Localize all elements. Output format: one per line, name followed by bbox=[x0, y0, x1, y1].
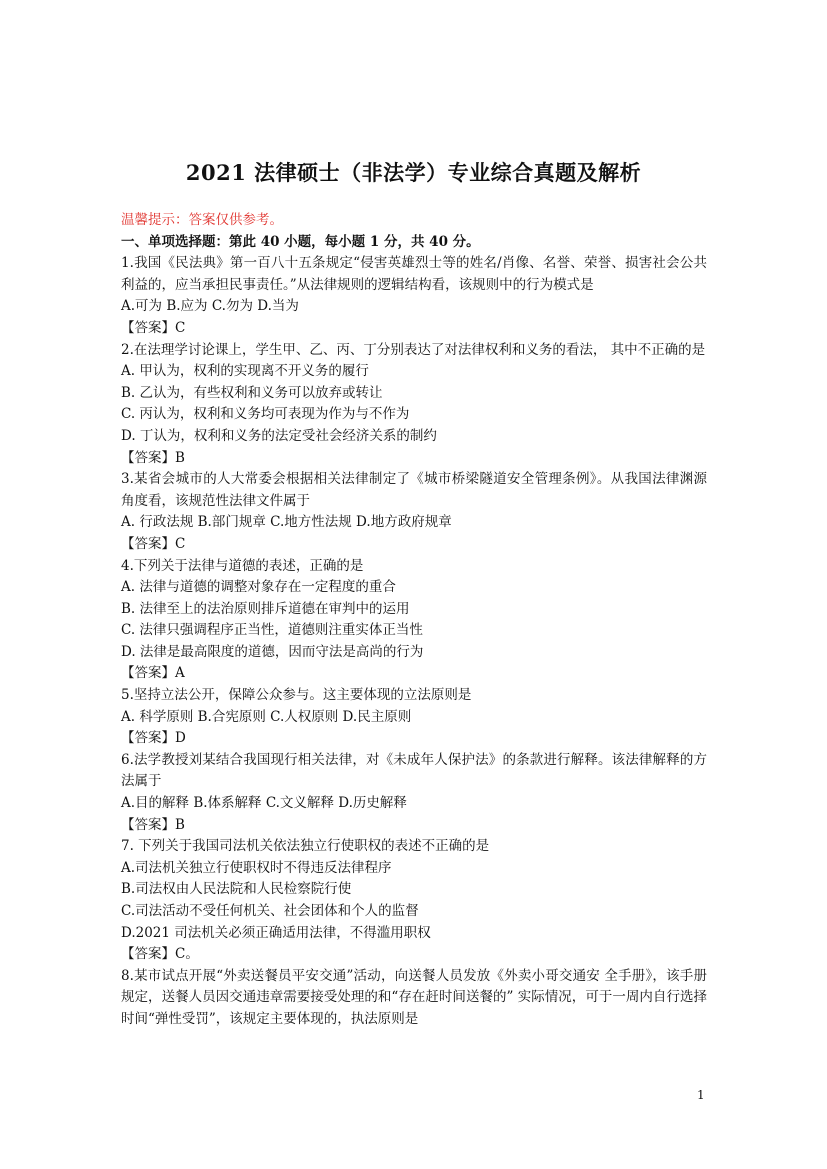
option-4b: B. 法律至上的法治原则排斥道德在审判中的运用 bbox=[121, 600, 410, 617]
option-2a: A. 甲认为，权利的实现离不开义务的履行 bbox=[121, 363, 369, 380]
answer-2: 【答案】B bbox=[121, 449, 185, 466]
option-4a: A. 法律与道德的调整对象存在一定程度的重合 bbox=[121, 579, 396, 596]
question-4: 4.下列关于法律与道德的表述，正确的是 bbox=[121, 557, 364, 574]
question-7: 7. 下列关于我国司法机关依法独立行使职权的表述不正确的是 bbox=[121, 838, 490, 855]
options-6: A.目的解释 B.体系解释 C.文义解释 D.历史解释 bbox=[121, 795, 407, 812]
option-2d: D. 丁认为，权利和义务的法定受社会经济关系的制约 bbox=[121, 427, 437, 444]
options-5: A. 科学原则 B.合宪原则 C.人权原则 D.民主原则 bbox=[121, 708, 412, 725]
option-7c: C.司法活动不受任何机关、社会团体和个人的监督 bbox=[121, 903, 419, 919]
option-4d: D. 法律是最高限度的道德，因而守法是高尚的行为 bbox=[121, 643, 424, 660]
answer-6: 【答案】B bbox=[121, 816, 185, 833]
answer-7: 【答案】C。 bbox=[121, 946, 199, 963]
option-2b: B. 乙认为，有些权利和义务可以放弃或转让 bbox=[121, 384, 383, 401]
section-heading: 一、单项选择题：第此 40 小题，每小题 1 分，共 40 分。 bbox=[121, 233, 480, 250]
option-7d: D.2021 司法机关必须正确适用法律，不得滥用职权 bbox=[121, 924, 431, 941]
page-title: 2021 法律硕士（非法学）专业综合真题及解析 bbox=[185, 160, 642, 185]
page-number: 1 bbox=[697, 1088, 705, 1102]
options-1: A.可为 B.应为 C.勿为 D.当为 bbox=[121, 298, 299, 315]
tip-note: 温馨提示：答案仅供参考。 bbox=[121, 212, 283, 228]
question-8: 8.某市试点开展“外卖送餐员平安交通”活动，向送餐人员发放《外卖小哥交通安 全手册》，该手册规定，送餐人员因交通违章需要接受处理的和“存在赶时间送餐的” 实际情况，可于一周内自行选择时间“弹性受罚”，该规定主要体现的，执法原则是 bbox=[121, 967, 707, 1027]
option-4c: C. 法律只强调程序正当性，道德则注重实体正当性 bbox=[121, 622, 423, 639]
question-6: 6.法学教授刘某结合我国现行相关法律，对《未成年人保护法》的条款进行解释。该法律解释的方法属于 bbox=[121, 751, 707, 790]
question-3: 3.某省会城市的人大常委会根据相关法律制定了《城市桥梁隧道安全管理条例》。从我国法律渊源角度看，该规范性法律文件属于 bbox=[121, 471, 707, 509]
options-3: A. 行政法规 B.部门规章 C.地方性法规 D.地方政府规章 bbox=[121, 514, 452, 531]
answer-4: 【答案】A bbox=[121, 665, 185, 682]
answer-5: 【答案】D bbox=[121, 730, 186, 747]
answer-3: 【答案】C bbox=[121, 535, 186, 552]
option-7a: A.司法机关独立行使职权时不得违反法律程序 bbox=[121, 859, 392, 876]
question-1: 1.我国《民法典》第一百八十五条规定“侵害英雄烈士等的姓名/肖像、名誉、荣誉、损害社会公共利益的，应当承担民事责任。”从法律规则的逻辑结构看，该规则中的行为模式是 bbox=[121, 255, 707, 293]
document-body bbox=[121, 210, 707, 1031]
question-5: 5.坚持立法公开，保障公众参与。这主要体现的立法原则是 bbox=[121, 687, 472, 704]
answer-1: 【答案】C bbox=[121, 319, 186, 336]
question-2: 2.在法理学讨论课上，学生甲、乙、丙、丁分别表达了对法律权利和义务的看法， 其中不正确的是 bbox=[121, 341, 706, 358]
option-2c: C. 丙认为，权利和义务均可表现为作为与不作为 bbox=[121, 406, 410, 423]
option-7b: B.司法权由人民法院和人民检察院行使 bbox=[121, 881, 352, 898]
